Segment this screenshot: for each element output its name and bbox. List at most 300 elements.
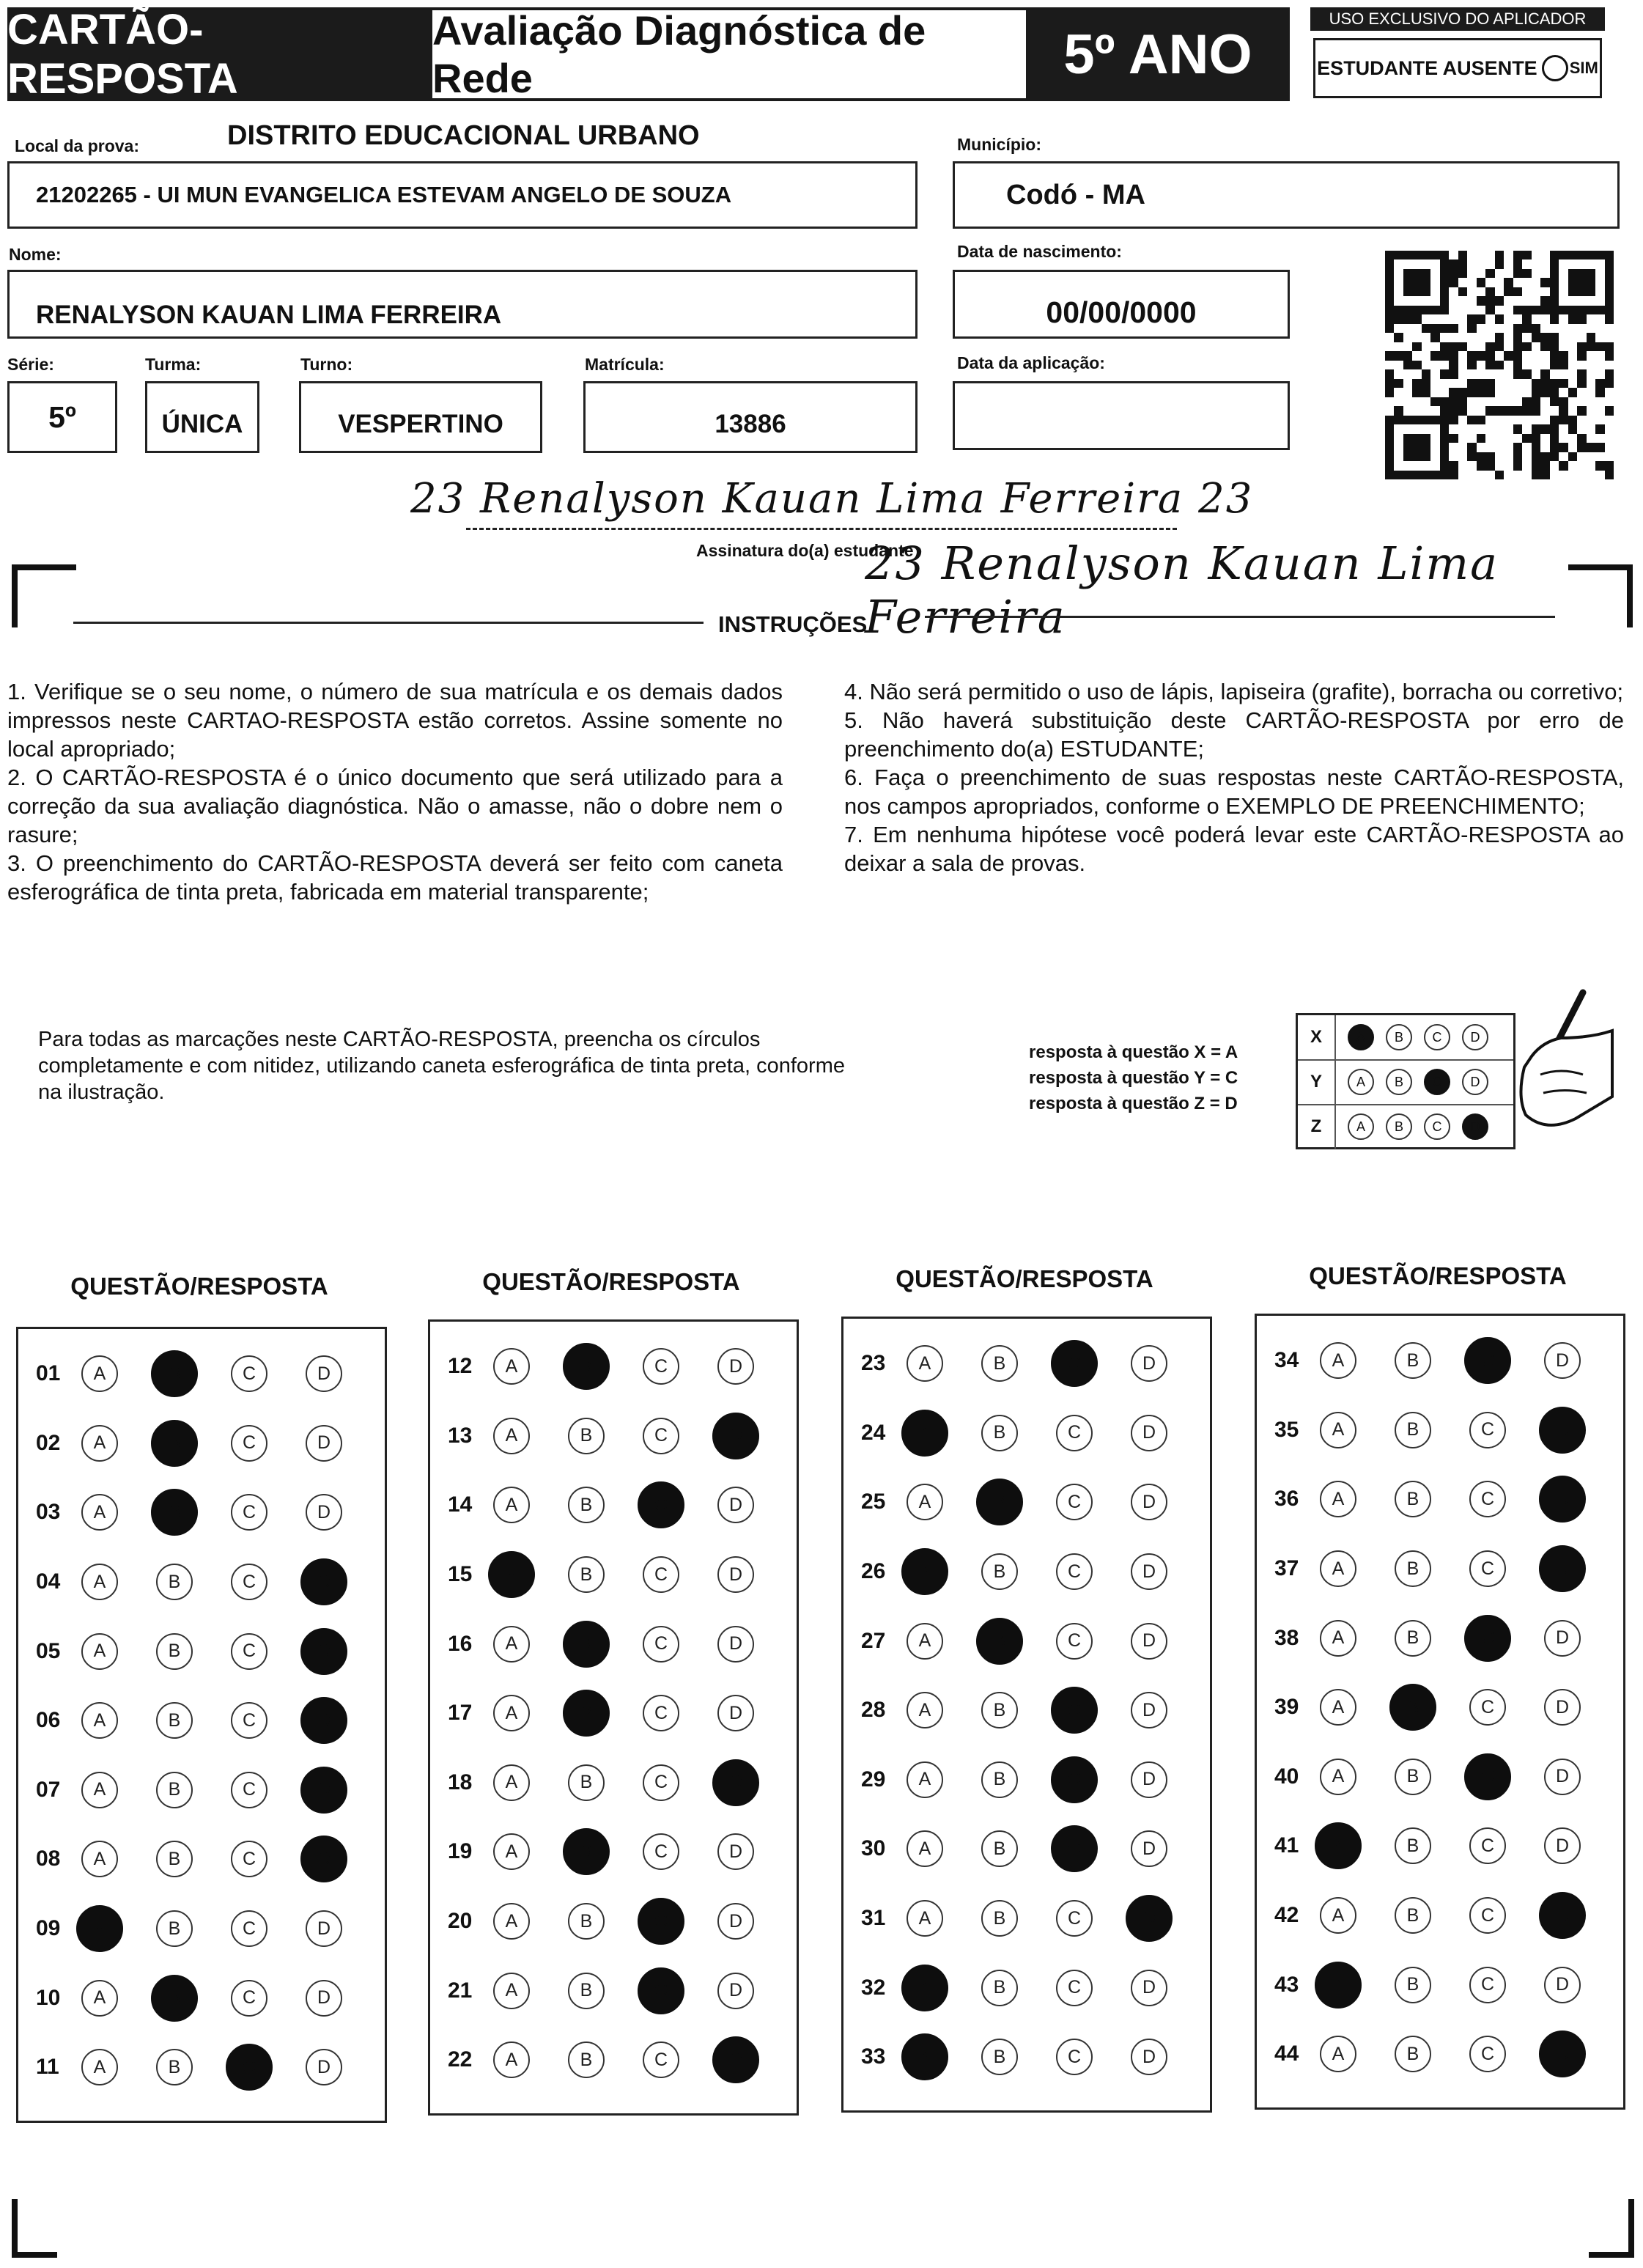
answer-bubble-c[interactable]: C <box>231 1841 267 1877</box>
answer-bubble-c[interactable]: C <box>231 1702 267 1739</box>
question-row <box>843 1814 1210 1884</box>
answer-bubble-c[interactable]: C <box>1056 1970 1093 2006</box>
question-number: 37 <box>1274 1556 1299 1581</box>
question-row <box>1257 1811 1623 1881</box>
answer-bubble-c[interactable]: C <box>1464 1337 1511 1384</box>
question-row <box>1257 1326 1623 1396</box>
answer-bubble-b[interactable]: B <box>563 1621 610 1668</box>
answer-bubble-a[interactable]: A <box>81 1772 118 1808</box>
answer-bubble-c[interactable]: C <box>1056 1553 1093 1590</box>
question-row <box>1257 1534 1623 1604</box>
question-row <box>18 1409 385 1479</box>
frame-corner-tl <box>12 564 76 627</box>
enrollment-label: Matrícula: <box>585 355 665 374</box>
application-date-label: Data da aplicação: <box>957 353 1105 372</box>
answer-bubble-c[interactable]: C <box>1464 1615 1511 1662</box>
answer-bubble-b[interactable]: B <box>981 2039 1018 2075</box>
question-number: 39 <box>1274 1695 1299 1720</box>
answer-bubble-c[interactable]: C <box>1469 1897 1506 1934</box>
answer-bubble-c[interactable]: C <box>1469 1412 1506 1448</box>
answer-bubble-d[interactable]: D <box>717 1973 754 2009</box>
school-field: 21202265 - UI MUN EVANGELICA ESTEVAM ANGELO DE SOUZA <box>7 161 918 229</box>
answer-bubble-c[interactable]: C <box>231 1633 267 1670</box>
answer-bubble-d[interactable]: D <box>717 1833 754 1870</box>
answer-bubble-a[interactable]: A <box>493 1973 530 2009</box>
question-row <box>843 1468 1210 1537</box>
applicator-box <box>1310 7 1605 101</box>
answer-bubble-c[interactable]: C <box>231 1910 267 1947</box>
answer-bubble-c[interactable]: C <box>643 1695 679 1731</box>
qr-code-icon <box>1385 251 1614 479</box>
question-row <box>1257 1950 1623 2020</box>
answer-bubble-d[interactable]: D <box>306 1910 342 1947</box>
answer-bubble-b[interactable]: B <box>1395 1759 1431 1795</box>
answer-bubble-a[interactable]: A <box>1320 1481 1356 1517</box>
answer-bubble-c[interactable]: C <box>1056 1484 1093 1520</box>
answer-bubble-a[interactable]: A <box>1320 1342 1356 1379</box>
question-number: 29 <box>861 1767 886 1792</box>
answer-bubble-c[interactable]: C <box>226 2044 273 2091</box>
signature-handwritten-second: 23 Renalyson Kauan Lima Ferreira <box>865 537 1499 644</box>
question-row <box>1257 1881 1623 1951</box>
question-row <box>430 1887 797 1956</box>
marking-note: Para todas as marcações neste CARTÃO-RESPOSTA, preencha os círculos completamente e com nitidez, utilizando caneta esferográfica de tinta preta, conforme na ilustração. <box>38 1028 845 1104</box>
answer-bubble-c[interactable]: C <box>1056 1415 1093 1451</box>
answer-bubble-d[interactable]: D <box>306 1980 342 2017</box>
question-number: 11 <box>36 2055 59 2080</box>
question-row <box>430 1817 797 1887</box>
question-number: 24 <box>861 1420 886 1445</box>
answer-bubble-a[interactable]: A <box>1320 1897 1356 1934</box>
answer-bubble-b[interactable]: B <box>981 1970 1018 2006</box>
answer-bubble-c[interactable]: C <box>1469 1550 1506 1587</box>
answer-bubble-a[interactable]: A <box>907 1830 943 1867</box>
answer-bubble-b[interactable]: B <box>156 2049 193 2085</box>
series-label: Série: <box>7 355 54 374</box>
question-number: 28 <box>861 1698 886 1723</box>
answer-bubble-d[interactable]: D <box>1131 2039 1167 2075</box>
question-number: 43 <box>1274 1972 1299 1997</box>
instruction-6: 6. Faça o preenchimento de suas respostas neste CARTÃO-RESPOSTA, nos campos apropriados, conforme o EXEMPLO DE PREENCHIMENTO; <box>844 765 1624 819</box>
shift-field: VESPERTINO <box>299 381 542 453</box>
answer-bubble-d[interactable]: D <box>1539 1476 1586 1523</box>
example-bubble: B <box>1386 1024 1412 1050</box>
question-row <box>18 1547 385 1617</box>
answer-bubble-b[interactable]: B <box>1395 1342 1431 1379</box>
birth-label: Data de nascimento: <box>957 242 1122 261</box>
answer-bubble-b[interactable]: B <box>156 1772 193 1808</box>
question-row <box>18 1963 385 2033</box>
answer-bubble-b[interactable]: B <box>568 2041 605 2078</box>
answer-bubble-c[interactable]: C <box>1051 1687 1098 1734</box>
example-legend-y: resposta à questão Y = C <box>1029 1068 1238 1088</box>
instructions-title: INSTRUÇÕES <box>718 611 868 637</box>
answer-bubble-d[interactable]: D <box>717 1556 754 1593</box>
application-date-field[interactable] <box>953 381 1290 450</box>
answer-bubble-a[interactable]: A <box>901 1410 948 1457</box>
question-row <box>430 1540 797 1610</box>
answer-bubble-a[interactable]: A <box>81 1564 118 1600</box>
answer-bubble-a[interactable]: A <box>493 1418 530 1454</box>
instruction-5: 5. Não haverá substituição deste CARTÃO-RESPOSTA por erro de preenchimento do(a) ESTUDANTE; <box>844 707 1624 762</box>
answer-bubble-d[interactable]: D <box>1131 1484 1167 1520</box>
question-row <box>843 1329 1210 1399</box>
answer-bubble-d[interactable]: D <box>306 1425 342 1462</box>
answer-bubble-d[interactable]: D <box>717 1695 754 1731</box>
answer-bubble-c[interactable]: C <box>231 1494 267 1531</box>
answer-bubble-c[interactable]: C <box>1051 1825 1098 1872</box>
answer-bubble-b[interactable]: B <box>981 1415 1018 1451</box>
question-row <box>18 1478 385 1547</box>
applicator-title: USO EXCLUSIVO DO APLICADOR <box>1310 7 1605 31</box>
answer-bubble-b[interactable]: B <box>981 1345 1018 1382</box>
answer-bubble-d[interactable]: D <box>306 1494 342 1531</box>
answer-bubble-b[interactable]: B <box>151 1350 198 1397</box>
answer-bubble-c[interactable]: C <box>643 1764 679 1801</box>
signature-label: Assinatura do(a) estudante <box>696 541 914 560</box>
name-field: RENALYSON KAUAN LIMA FERREIRA <box>7 270 918 339</box>
answer-bubble-b[interactable]: B <box>568 1487 605 1523</box>
answer-bubble-b[interactable]: B <box>156 1910 193 1947</box>
answer-bubble-a[interactable]: A <box>901 1548 948 1595</box>
answer-bubble-d[interactable]: D <box>717 1626 754 1663</box>
answer-bubble-c[interactable]: C <box>643 1626 679 1663</box>
answer-bubble-a[interactable]: A <box>488 1551 535 1598</box>
answer-bubble-c[interactable]: C <box>231 1772 267 1808</box>
answer-bubble-b[interactable]: B <box>981 1761 1018 1798</box>
question-number: 16 <box>448 1631 473 1656</box>
answer-bubble-a[interactable]: A <box>81 1702 118 1739</box>
municipality-field: Codó - MA <box>953 161 1620 229</box>
exam-location-label: Local da prova: <box>15 136 139 155</box>
answer-bubble-a[interactable]: A <box>1320 1550 1356 1587</box>
answer-bubble-b[interactable]: B <box>563 1828 610 1875</box>
answer-bubble-c[interactable]: C <box>1056 2039 1093 2075</box>
answer-bubble-b[interactable]: B <box>1395 1412 1431 1448</box>
enrollment-field: 13886 <box>583 381 918 453</box>
answer-bubble-d[interactable]: D <box>1539 1545 1586 1592</box>
example-legend <box>1029 1039 1238 1116</box>
answer-bubble-c[interactable]: C <box>231 1980 267 2017</box>
question-number: 26 <box>861 1559 886 1584</box>
question-number: 33 <box>861 2044 886 2069</box>
absent-option: SIM <box>1569 59 1598 77</box>
question-row <box>430 1609 797 1679</box>
class-label: Turma: <box>145 355 202 374</box>
example-bubble: B <box>1386 1069 1412 1095</box>
example-legend-x: resposta à questão X = A <box>1029 1042 1238 1062</box>
example-bubble: C <box>1424 1113 1450 1140</box>
question-number: 22 <box>448 2047 473 2072</box>
answer-bubble-c[interactable]: C <box>1469 1967 1506 2003</box>
answer-bubble-b[interactable]: B <box>568 1973 605 2009</box>
answer-bubble-d[interactable]: D <box>300 1628 347 1675</box>
question-number: 32 <box>861 1975 886 2000</box>
example-row-label: Z <box>1298 1105 1336 1149</box>
answer-bubble-d[interactable]: D <box>1131 1345 1167 1382</box>
answer-bubble-c[interactable]: C <box>638 1481 684 1528</box>
class-field: ÚNICA <box>145 381 259 453</box>
answer-bubble-d[interactable]: D <box>1131 1553 1167 1590</box>
series-field: 5º <box>7 381 117 453</box>
answer-bubble-d[interactable]: D <box>1131 1970 1167 2006</box>
answer-bubble-c[interactable]: C <box>1469 2036 1506 2072</box>
answer-bubble-d[interactable]: D <box>1544 1759 1581 1795</box>
question-number: 02 <box>36 1430 61 1455</box>
answer-bubble-c[interactable]: C <box>231 1355 267 1392</box>
answer-bubble-a[interactable]: A <box>76 1905 123 1952</box>
answer-bubble-b[interactable]: B <box>1395 1481 1431 1517</box>
answer-bubble-b[interactable]: B <box>151 1975 198 2022</box>
question-row <box>843 1745 1210 1815</box>
answer-bubble-b[interactable]: B <box>568 1556 605 1593</box>
exam-title: Avaliação Diagnóstica de Rede <box>432 7 1026 101</box>
answer-bubble-c[interactable]: C <box>1051 1756 1098 1803</box>
answer-bubble-b[interactable]: B <box>1395 1967 1431 2003</box>
answer-bubble-b[interactable]: B <box>1395 1620 1431 1657</box>
answer-bubble-c[interactable]: C <box>638 1898 684 1945</box>
question-row <box>430 1748 797 1818</box>
answer-bubble-d[interactable]: D <box>712 2036 759 2083</box>
question-number: 10 <box>36 1985 61 2010</box>
answer-bubble-a[interactable]: A <box>81 1841 118 1877</box>
answer-bubble-a[interactable]: A <box>1320 1412 1356 1448</box>
answer-bubble-d[interactable]: D <box>1131 1692 1167 1728</box>
answer-bubble-a[interactable]: A <box>81 1355 118 1392</box>
example-bubble: A <box>1348 1024 1374 1050</box>
question-row <box>430 1470 797 1540</box>
question-number: 12 <box>448 1354 473 1379</box>
answer-bubble-b[interactable]: B <box>1395 1550 1431 1587</box>
answer-bubble-a[interactable]: A <box>901 2033 948 2080</box>
question-number: 15 <box>448 1562 473 1587</box>
answer-bubble-a[interactable]: A <box>907 1761 943 1798</box>
answer-bubble-c[interactable]: C <box>1056 1623 1093 1660</box>
answer-bubble-a[interactable]: A <box>1320 1689 1356 1726</box>
answer-bubble-c[interactable]: C <box>643 1418 679 1454</box>
question-number: 04 <box>36 1569 61 1594</box>
question-number: 01 <box>36 1361 61 1386</box>
question-number: 25 <box>861 1490 886 1514</box>
answer-bubble-b[interactable]: B <box>568 1903 605 1940</box>
question-number: 31 <box>861 1906 886 1931</box>
answer-bubble-a[interactable]: A <box>493 1833 530 1870</box>
answer-bubble-d[interactable]: D <box>712 1759 759 1806</box>
answer-bubble-a[interactable]: A <box>907 1623 943 1660</box>
answer-bubble-d[interactable]: D <box>1131 1830 1167 1867</box>
question-number: 03 <box>36 1500 61 1525</box>
answer-bubble-b[interactable]: B <box>568 1764 605 1801</box>
answer-bubble-b[interactable]: B <box>156 1702 193 1739</box>
answer-bubble-b[interactable]: B <box>976 1618 1023 1665</box>
question-row <box>1257 1673 1623 1742</box>
answer-bubble-b[interactable]: B <box>981 1830 1018 1867</box>
answer-bubble-a[interactable]: A <box>907 1345 943 1382</box>
absent-bubble[interactable] <box>1542 55 1568 81</box>
answer-bubble-b[interactable]: B <box>981 1900 1018 1937</box>
answer-bubble-c[interactable]: C <box>1469 1481 1506 1517</box>
name-label: Nome: <box>9 245 62 264</box>
answer-column <box>841 1317 1212 2113</box>
answer-bubble-c[interactable]: C <box>643 1348 679 1385</box>
answer-bubble-a[interactable]: A <box>493 1764 530 1801</box>
answer-bubble-d[interactable]: D <box>306 1355 342 1392</box>
answer-bubble-c[interactable]: C <box>1056 1900 1093 1937</box>
answer-bubble-d[interactable]: D <box>1544 1342 1581 1379</box>
answer-bubble-b[interactable]: B <box>981 1692 1018 1728</box>
answer-bubble-b[interactable]: B <box>156 1841 193 1877</box>
instructions-rule-right <box>925 616 1555 618</box>
question-row <box>430 1679 797 1748</box>
answer-bubble-b[interactable]: B <box>151 1420 198 1467</box>
answer-bubble-a[interactable]: A <box>81 1980 118 2017</box>
answer-bubble-c[interactable]: C <box>1464 1753 1511 1800</box>
answer-bubble-a[interactable]: A <box>1315 1962 1362 2009</box>
answer-bubble-b[interactable]: B <box>563 1690 610 1737</box>
example-row-label: X <box>1298 1015 1336 1059</box>
answer-bubble-a[interactable]: A <box>493 1348 530 1385</box>
municipality-label: Município: <box>957 135 1041 154</box>
answer-bubble-d[interactable]: D <box>1544 1620 1581 1657</box>
answer-bubble-d[interactable]: D <box>306 2049 342 2085</box>
answer-bubble-d[interactable]: D <box>300 1836 347 1882</box>
answer-bubble-a[interactable]: A <box>1315 1822 1362 1869</box>
answer-bubble-b[interactable]: B <box>1395 1897 1431 1934</box>
answer-bubble-d[interactable]: D <box>1544 1967 1581 2003</box>
answer-bubble-a[interactable]: A <box>493 1626 530 1663</box>
answer-bubble-c[interactable]: C <box>231 1425 267 1462</box>
answer-bubble-d[interactable]: D <box>300 1558 347 1605</box>
question-number: 08 <box>36 1847 61 1871</box>
question-number: 35 <box>1274 1417 1299 1442</box>
answer-bubble-c[interactable]: C <box>643 1556 679 1593</box>
answer-bubble-a[interactable]: A <box>901 1965 948 2011</box>
answer-bubble-c[interactable]: C <box>1051 1340 1098 1387</box>
answer-bubble-d[interactable]: D <box>717 1903 754 1940</box>
birth-field: 00/00/0000 <box>953 270 1290 339</box>
question-number: 41 <box>1274 1833 1299 1858</box>
answer-bubble-a[interactable]: A <box>1320 2036 1356 2072</box>
answer-bubble-a[interactable]: A <box>1320 1759 1356 1795</box>
question-number: 27 <box>861 1628 886 1653</box>
answer-bubble-a[interactable]: A <box>493 2041 530 2078</box>
answer-bubble-d[interactable]: D <box>717 1487 754 1523</box>
answer-bubble-d[interactable]: D <box>1126 1895 1173 1942</box>
frame-corner-tr <box>1568 564 1633 627</box>
instructions-right <box>844 677 1624 877</box>
answer-bubble-b[interactable]: B <box>976 1479 1023 1525</box>
answer-column <box>428 1319 799 2116</box>
answer-bubble-d[interactable]: D <box>1131 1761 1167 1798</box>
instruction-1: 1. Verifique se o seu nome, o número de sua matrícula e os demais dados impressos neste CARTAO-RESPOSTA estão corretos. Assine somente no local apropriado; <box>7 679 783 762</box>
answer-bubble-a[interactable]: A <box>907 1692 943 1728</box>
question-number: 20 <box>448 1909 473 1934</box>
question-row <box>430 1332 797 1402</box>
absent-field[interactable] <box>1313 38 1602 98</box>
question-number: 05 <box>36 1638 61 1663</box>
answer-bubble-d[interactable]: D <box>1544 1689 1581 1726</box>
answer-bubble-d[interactable]: D <box>717 1348 754 1385</box>
district-name: DISTRITO EDUCACIONAL URBANO <box>227 120 700 151</box>
example-bubble: A <box>1348 1113 1374 1140</box>
answer-bubble-d[interactable]: D <box>1539 2030 1586 2077</box>
answer-bubble-c[interactable]: C <box>643 1833 679 1870</box>
example-bubble: A <box>1348 1069 1374 1095</box>
answer-bubble-a[interactable]: A <box>81 1425 118 1462</box>
question-row <box>843 1953 1210 2022</box>
answer-bubble-b[interactable]: B <box>156 1633 193 1670</box>
question-row <box>1257 1396 1623 1465</box>
answer-bubble-a[interactable]: A <box>81 1633 118 1670</box>
answer-bubble-a[interactable]: A <box>493 1487 530 1523</box>
question-row <box>18 1894 385 1964</box>
answer-bubble-b[interactable]: B <box>1395 2036 1431 2072</box>
answer-bubble-c[interactable]: C <box>1469 1689 1506 1726</box>
answer-column <box>16 1327 387 2123</box>
question-row <box>843 2022 1210 2092</box>
answer-bubble-a[interactable]: A <box>493 1695 530 1731</box>
answer-bubble-c[interactable]: C <box>638 1967 684 2014</box>
answer-bubble-a[interactable]: A <box>81 1494 118 1531</box>
question-number: 06 <box>36 1708 61 1733</box>
answer-column-heading: QUESTÃO/RESPOSTA <box>482 1268 740 1295</box>
answer-bubble-b[interactable]: B <box>981 1553 1018 1590</box>
question-number: 17 <box>448 1701 473 1726</box>
answer-bubble-b[interactable]: B <box>1395 1827 1431 1864</box>
question-row <box>843 1606 1210 1676</box>
answer-bubble-b[interactable]: B <box>563 1343 610 1390</box>
answer-bubble-d[interactable]: D <box>1539 1407 1586 1454</box>
answer-bubble-d[interactable]: D <box>300 1697 347 1744</box>
answer-bubble-c[interactable]: C <box>231 1564 267 1600</box>
answer-bubble-c[interactable]: C <box>1469 1827 1506 1864</box>
instructions-rule-left <box>73 622 704 624</box>
answer-bubble-b[interactable]: B <box>156 1564 193 1600</box>
answer-bubble-a[interactable]: A <box>907 1484 943 1520</box>
question-row <box>430 1956 797 2025</box>
example-bubble: D <box>1462 1024 1488 1050</box>
answer-bubble-c[interactable]: C <box>643 2041 679 2078</box>
example-bubble: C <box>1424 1024 1450 1050</box>
answer-bubble-a[interactable]: A <box>493 1903 530 1940</box>
question-number: 23 <box>861 1351 886 1376</box>
question-number: 21 <box>448 1978 473 2003</box>
question-number: 09 <box>36 1916 61 1941</box>
example-bubble: D <box>1462 1069 1488 1095</box>
answer-column-heading: QUESTÃO/RESPOSTA <box>896 1265 1153 1292</box>
answer-bubble-b[interactable]: B <box>151 1489 198 1536</box>
example-bubble: B <box>1386 1113 1412 1140</box>
instruction-3: 3. O preenchimento do CARTÃO-RESPOSTA deverá ser feito com caneta esferográfica de tinta preta, fabricada em material transparente; <box>7 850 783 905</box>
answer-bubble-b[interactable]: B <box>568 1418 605 1454</box>
answer-bubble-d[interactable]: D <box>1544 1827 1581 1864</box>
answer-bubble-a[interactable]: A <box>81 2049 118 2085</box>
question-row <box>843 1676 1210 1745</box>
answer-bubble-d[interactable]: D <box>300 1767 347 1814</box>
answer-bubble-d[interactable]: D <box>712 1413 759 1459</box>
answer-bubble-d[interactable]: D <box>1131 1415 1167 1451</box>
question-number: 44 <box>1274 2041 1299 2066</box>
answer-bubble-d[interactable]: D <box>1539 1892 1586 1939</box>
answer-bubble-b[interactable]: B <box>1389 1684 1436 1731</box>
instruction-4: 4. Não será permitido o uso de lápis, lapiseira (grafite), borracha ou corretivo; <box>844 679 1624 704</box>
answer-bubble-d[interactable]: D <box>1131 1623 1167 1660</box>
answer-bubble-a[interactable]: A <box>907 1900 943 1937</box>
frame-corner-br <box>1589 2199 1634 2258</box>
question-row <box>843 1884 1210 1954</box>
answer-bubble-a[interactable]: A <box>1320 1620 1356 1657</box>
example-row-label: Y <box>1298 1060 1336 1104</box>
